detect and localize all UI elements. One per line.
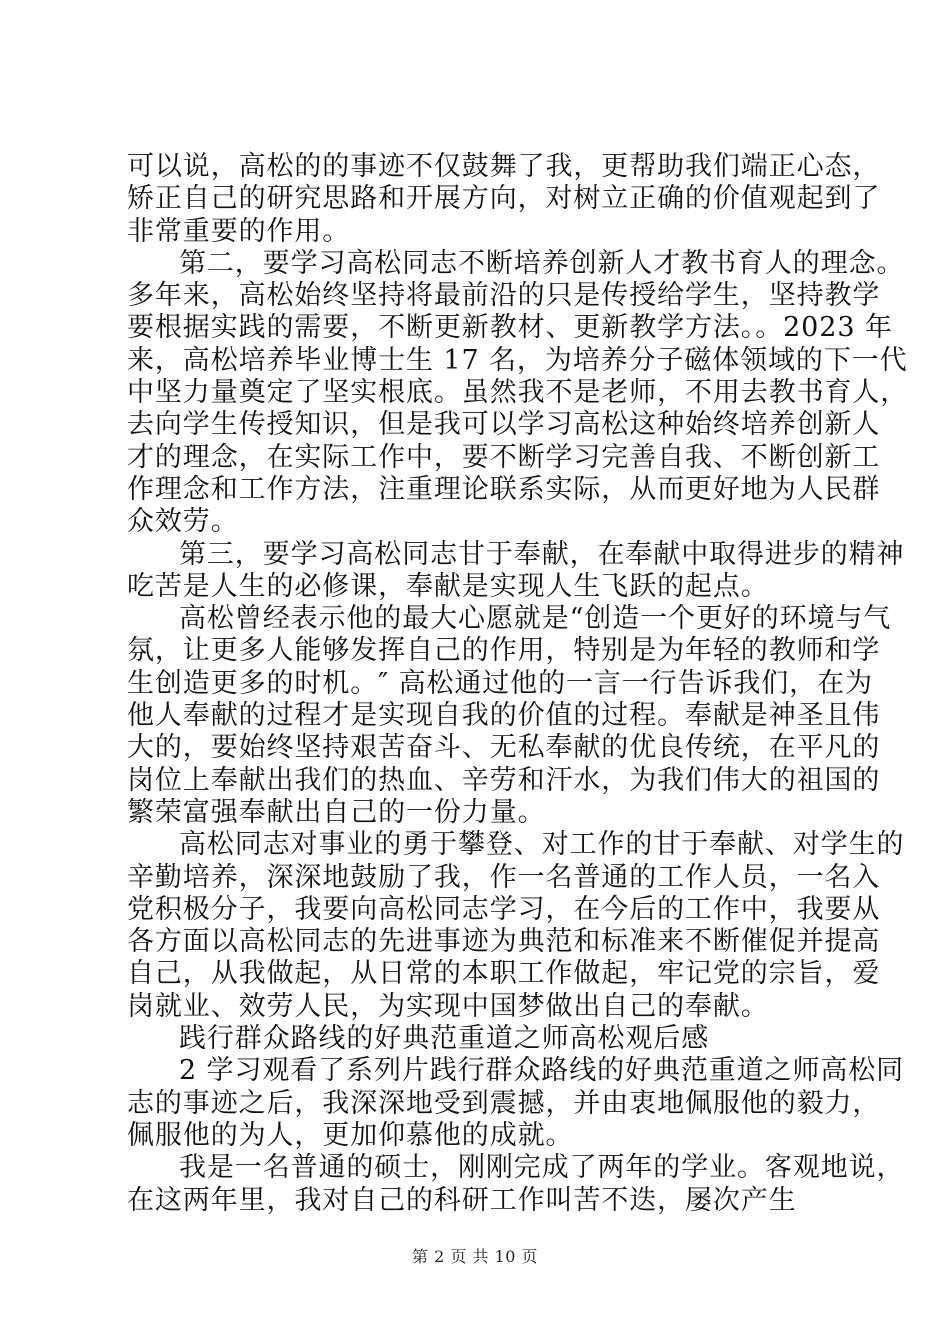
text-line: 志的事迹之后，我深深地受到震撼，并由衷地佩服他的毅力， — [127, 1087, 881, 1119]
paragraph-start-line: 第二，要学习高松同志不断培养创新人才教书育人的理念。 — [179, 247, 905, 279]
text-line: 他人奉献的过程才是实现自我的价值的过程。奉献是神圣且伟 — [127, 700, 881, 732]
paragraph-start-line: 2 学习观看了系列片践行群众路线的好典范重道之师高松同 — [179, 1055, 905, 1087]
text-line: 党积极分子，我要向高松同志学习，在今后的工作中，我要从 — [127, 893, 881, 925]
text-line: 非常重要的作用。 — [127, 215, 351, 247]
text-line: 在这两年里，我对自己的科研工作叫苦不迭，屡次产生 — [127, 1184, 797, 1216]
text-line: 要根据实践的需要，不断更新教材、更新教学方法。。2023 年 — [127, 312, 893, 344]
text-line: 众效劳。 — [127, 506, 239, 538]
text-line: 生创造更多的时机。″ 高松通过他的一言一行告诉我们，在为 — [127, 667, 873, 699]
section-heading: 践行群众路线的好典范重道之师高松观后感 — [179, 1023, 710, 1055]
text-line: 去向学生传授知识，但是我可以学习高松这种始终培养创新人 — [127, 409, 881, 441]
text-line: 氛，让更多人能够发挥自己的作用，特别是为年轻的教师和学 — [127, 635, 881, 667]
paragraph-start-line: 我是一名普通的硕士，刚刚完成了两年的学业。客观地说， — [179, 1152, 905, 1184]
text-line: 来，高松培养毕业博士生 17 名，为培养分子磁体领域的下一代 — [127, 344, 908, 376]
text-line: 大的，要始终坚持艰苦奋斗、无私奉献的优良传统，在平凡的 — [127, 732, 881, 764]
text-line: 辛勤培养，深深地鼓励了我，作一名普通的工作人员，一名入 — [127, 861, 881, 893]
paragraph-start-line: 高松同志对事业的勇于攀登、对工作的甘于奉献、对学生的 — [179, 829, 905, 861]
page-number-footer: 第 2 页 共 10 页 — [412, 1247, 538, 1266]
text-line: 吃苦是人生的必修课，奉献是实现人生飞跃的起点。 — [127, 570, 769, 602]
text-line: 岗位上奉献出我们的热血、辛劳和汗水，为我们伟大的祖国的 — [127, 764, 881, 796]
paragraph-start-line: 第三，要学习高松同志甘于奉献，在奉献中取得进步的精神 — [179, 538, 905, 570]
text-line: 中坚力量奠定了坚实根底。虽然我不是老师，不用去教书育人， — [127, 377, 909, 409]
text-line: 繁荣富强奉献出自己的一份力量。 — [127, 796, 546, 828]
text-line: 自己，从我做起，从日常的本职工作做起，牢记党的宗旨，爱 — [127, 958, 881, 990]
text-line: 作理念和工作方法，注重理论联系实际，从而更好地为人民群 — [127, 473, 881, 505]
text-line: 岗就业、效劳人民，为实现中国梦做出自己的奉献。 — [127, 990, 769, 1022]
text-line: 可以说，高松的的事迹不仅鼓舞了我，更帮助我们端正心态， — [127, 151, 881, 182]
paragraph-start-line: 高松曾经表示他的最大心愿就是“创造一个更好的环境与气 — [179, 603, 892, 635]
text-line: 多年来，高松始终坚持将最前沿的只是传授给学生，坚持教学 — [127, 280, 881, 312]
text-line: 矫正自己的研究思路和开展方向，对树立正确的价值观起到了 — [127, 183, 881, 215]
text-line: 佩服他的为人，更加仰慕他的成就。 — [127, 1119, 574, 1151]
document-body — [127, 151, 909, 1217]
text-line: 各方面以高松同志的先进事迹为典范和标准来不断催促并提高 — [127, 926, 881, 958]
text-line: 才的理念，在实际工作中，要不断学习完善自我、不断创新工 — [127, 441, 881, 473]
